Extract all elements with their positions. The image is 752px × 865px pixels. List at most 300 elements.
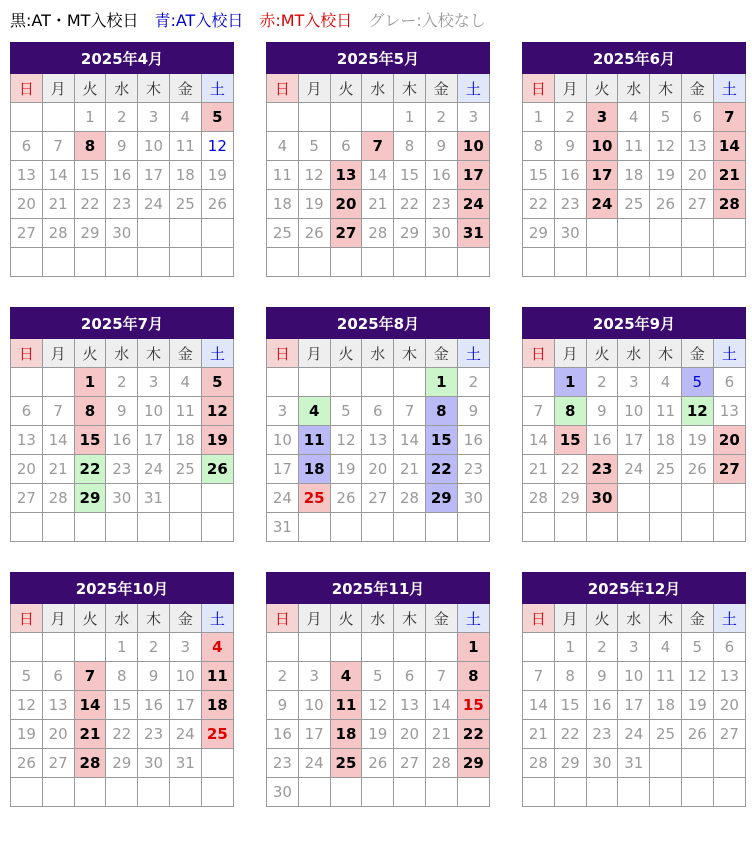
day-cell: 16 [425, 161, 457, 190]
day-cell: 4 [169, 103, 201, 132]
empty-cell [554, 248, 586, 277]
day-cell: 28 [523, 484, 555, 513]
empty-cell [169, 219, 201, 248]
day-cell: 3 [586, 103, 618, 132]
day-cell: 8 [523, 132, 555, 161]
empty-cell [298, 633, 330, 662]
empty-cell [681, 484, 713, 513]
empty-cell [330, 368, 362, 397]
weekday-header-fri: 金 [169, 604, 201, 633]
day-cell: 6 [11, 397, 43, 426]
empty-cell [330, 103, 362, 132]
weekday-header-sun: 日 [267, 339, 299, 368]
day-cell: 25 [298, 484, 330, 513]
day-cell: 1 [106, 633, 138, 662]
legend-black: 黒:AT・MT入校日 [10, 10, 139, 30]
weekday-header-tue: 火 [586, 604, 618, 633]
day-cell: 14 [523, 691, 555, 720]
weekday-header-tue: 火 [74, 604, 106, 633]
day-cell: 4 [618, 103, 650, 132]
empty-cell [425, 778, 457, 807]
day-cell: 16 [586, 691, 618, 720]
day-cell: 27 [11, 219, 43, 248]
day-cell: 14 [42, 426, 74, 455]
weekday-header-sat: 土 [201, 339, 233, 368]
day-cell: 15 [523, 161, 555, 190]
empty-cell [681, 778, 713, 807]
empty-cell [11, 103, 43, 132]
day-cell: 28 [394, 484, 426, 513]
month-calendar [266, 572, 490, 807]
day-cell: 19 [681, 691, 713, 720]
empty-cell [523, 778, 555, 807]
empty-cell [267, 633, 299, 662]
day-cell: 19 [362, 720, 394, 749]
day-cell: 21 [425, 720, 457, 749]
weekday-header-wed: 水 [618, 74, 650, 103]
weekday-header-sat: 土 [713, 604, 745, 633]
month-title: 2025年6月 [523, 43, 746, 74]
weekday-header-fri: 金 [681, 339, 713, 368]
day-cell: 23 [267, 749, 299, 778]
day-cell: 21 [74, 720, 106, 749]
empty-cell [650, 219, 682, 248]
empty-cell [394, 513, 426, 542]
empty-cell [267, 103, 299, 132]
day-cell: 3 [298, 662, 330, 691]
day-cell: 11 [169, 132, 201, 161]
weekday-header-sat: 土 [457, 339, 489, 368]
day-cell: 18 [267, 190, 299, 219]
empty-cell [713, 219, 745, 248]
weekday-header-thu: 木 [650, 604, 682, 633]
weekday-header-mon: 月 [554, 604, 586, 633]
day-cell: 12 [11, 691, 43, 720]
day-cell: 20 [394, 720, 426, 749]
day-cell: 11 [650, 662, 682, 691]
day-cell: 10 [138, 397, 170, 426]
day-cell: 20 [11, 455, 43, 484]
weekday-header-mon: 月 [298, 74, 330, 103]
empty-cell [298, 103, 330, 132]
day-cell: 17 [298, 720, 330, 749]
empty-cell [106, 778, 138, 807]
empty-cell [425, 248, 457, 277]
weekday-header-thu: 木 [650, 339, 682, 368]
day-cell: 23 [586, 720, 618, 749]
day-cell: 23 [554, 190, 586, 219]
empty-cell [554, 513, 586, 542]
month-title: 2025年9月 [523, 308, 746, 339]
day-cell: 20 [713, 691, 745, 720]
empty-cell [650, 248, 682, 277]
day-cell: 13 [394, 691, 426, 720]
empty-cell [42, 368, 74, 397]
day-cell: 30 [457, 484, 489, 513]
day-cell: 5 [681, 633, 713, 662]
day-cell: 13 [362, 426, 394, 455]
empty-cell [618, 248, 650, 277]
day-cell: 29 [74, 484, 106, 513]
day-cell: 10 [267, 426, 299, 455]
empty-cell [330, 633, 362, 662]
empty-cell [457, 248, 489, 277]
day-cell: 30 [138, 749, 170, 778]
empty-cell [618, 778, 650, 807]
day-cell: 9 [425, 132, 457, 161]
day-cell: 13 [330, 161, 362, 190]
empty-cell [586, 513, 618, 542]
day-cell: 31 [169, 749, 201, 778]
day-cell: 10 [298, 691, 330, 720]
day-cell: 25 [201, 720, 233, 749]
day-cell: 6 [681, 103, 713, 132]
weekday-header-wed: 水 [362, 604, 394, 633]
day-cell: 8 [394, 132, 426, 161]
day-cell: 3 [618, 368, 650, 397]
day-cell: 22 [554, 720, 586, 749]
day-cell: 1 [425, 368, 457, 397]
day-cell: 28 [42, 219, 74, 248]
month-title: 2025年11月 [267, 573, 490, 604]
day-cell: 13 [11, 161, 43, 190]
empty-cell [650, 749, 682, 778]
empty-cell [330, 513, 362, 542]
empty-cell [11, 633, 43, 662]
day-cell: 1 [74, 368, 106, 397]
empty-cell [330, 248, 362, 277]
day-cell: 30 [267, 778, 299, 807]
day-cell: 26 [650, 190, 682, 219]
empty-cell [713, 248, 745, 277]
day-cell: 25 [169, 190, 201, 219]
weekday-header-thu: 木 [650, 74, 682, 103]
day-cell: 4 [650, 633, 682, 662]
day-cell: 22 [74, 190, 106, 219]
day-cell: 14 [74, 691, 106, 720]
empty-cell [330, 778, 362, 807]
day-cell: 6 [330, 132, 362, 161]
weekday-header-fri: 金 [681, 74, 713, 103]
empty-cell [650, 778, 682, 807]
day-cell: 17 [457, 161, 489, 190]
weekday-header-thu: 木 [394, 339, 426, 368]
empty-cell [618, 219, 650, 248]
weekday-header-fri: 金 [681, 604, 713, 633]
day-cell: 5 [201, 368, 233, 397]
day-cell: 21 [523, 720, 555, 749]
weekday-header-wed: 水 [362, 74, 394, 103]
day-cell: 30 [554, 219, 586, 248]
weekday-header-tue: 火 [586, 339, 618, 368]
weekday-header-wed: 水 [106, 74, 138, 103]
day-cell: 9 [138, 662, 170, 691]
weekday-header-mon: 月 [554, 339, 586, 368]
day-cell: 5 [201, 103, 233, 132]
empty-cell [362, 103, 394, 132]
day-cell: 10 [138, 132, 170, 161]
weekday-header-sun: 日 [11, 339, 43, 368]
day-cell: 7 [362, 132, 394, 161]
legend-blue: 青:AT入校日 [154, 10, 244, 30]
day-cell: 21 [42, 190, 74, 219]
empty-cell [681, 248, 713, 277]
month-calendar [10, 307, 234, 542]
empty-cell [169, 778, 201, 807]
empty-cell [586, 248, 618, 277]
day-cell: 23 [138, 720, 170, 749]
weekday-header-sun: 日 [267, 604, 299, 633]
day-cell: 29 [523, 219, 555, 248]
day-cell: 12 [201, 132, 233, 161]
weekday-header-fri: 金 [425, 74, 457, 103]
weekday-header-mon: 月 [554, 74, 586, 103]
day-cell: 21 [42, 455, 74, 484]
day-cell: 18 [169, 426, 201, 455]
empty-cell [201, 749, 233, 778]
weekday-header-sat: 土 [457, 604, 489, 633]
day-cell: 2 [106, 103, 138, 132]
day-cell: 17 [618, 691, 650, 720]
day-cell: 27 [42, 749, 74, 778]
weekday-header-tue: 火 [74, 74, 106, 103]
day-cell: 26 [298, 219, 330, 248]
day-cell: 6 [42, 662, 74, 691]
day-cell: 12 [650, 132, 682, 161]
day-cell: 6 [11, 132, 43, 161]
weekday-header-sun: 日 [523, 339, 555, 368]
day-cell: 2 [554, 103, 586, 132]
weekday-header-thu: 木 [138, 339, 170, 368]
day-cell: 18 [201, 691, 233, 720]
day-cell: 14 [523, 426, 555, 455]
weekday-header-tue: 火 [330, 604, 362, 633]
day-cell: 19 [201, 426, 233, 455]
month-calendar [522, 307, 746, 542]
day-cell: 7 [523, 662, 555, 691]
day-cell: 11 [298, 426, 330, 455]
day-cell: 9 [457, 397, 489, 426]
day-cell: 25 [618, 190, 650, 219]
weekday-header-wed: 水 [106, 339, 138, 368]
day-cell: 5 [330, 397, 362, 426]
empty-cell [298, 248, 330, 277]
weekday-header-wed: 水 [618, 604, 650, 633]
day-cell: 10 [457, 132, 489, 161]
day-cell: 29 [106, 749, 138, 778]
empty-cell [425, 513, 457, 542]
empty-cell [394, 248, 426, 277]
day-cell: 1 [554, 368, 586, 397]
day-cell: 18 [330, 720, 362, 749]
day-cell: 17 [138, 161, 170, 190]
empty-cell [42, 778, 74, 807]
weekday-header-tue: 火 [330, 339, 362, 368]
empty-cell [138, 513, 170, 542]
day-cell: 26 [681, 455, 713, 484]
day-cell: 9 [267, 691, 299, 720]
day-cell: 15 [74, 426, 106, 455]
day-cell: 15 [74, 161, 106, 190]
day-cell: 5 [298, 132, 330, 161]
day-cell: 15 [554, 426, 586, 455]
empty-cell [138, 778, 170, 807]
weekday-header-fri: 金 [169, 339, 201, 368]
empty-cell [201, 778, 233, 807]
day-cell: 17 [169, 691, 201, 720]
day-cell: 30 [586, 749, 618, 778]
day-cell: 4 [650, 368, 682, 397]
empty-cell [298, 778, 330, 807]
day-cell: 25 [330, 749, 362, 778]
day-cell: 23 [457, 455, 489, 484]
day-cell: 7 [523, 397, 555, 426]
empty-cell [362, 633, 394, 662]
day-cell: 16 [106, 426, 138, 455]
weekday-header-sat: 土 [713, 339, 745, 368]
day-cell: 27 [713, 720, 745, 749]
day-cell: 20 [681, 161, 713, 190]
empty-cell [586, 778, 618, 807]
empty-cell [362, 248, 394, 277]
weekday-header-sun: 日 [523, 604, 555, 633]
day-cell: 5 [362, 662, 394, 691]
weekday-header-tue: 火 [330, 74, 362, 103]
weekday-header-sat: 土 [201, 604, 233, 633]
weekday-header-wed: 水 [362, 339, 394, 368]
day-cell: 17 [586, 161, 618, 190]
day-cell: 1 [457, 633, 489, 662]
day-cell: 9 [106, 397, 138, 426]
day-cell: 22 [554, 455, 586, 484]
day-cell: 7 [42, 132, 74, 161]
day-cell: 31 [138, 484, 170, 513]
legend-gray: グレー:入校なし [368, 10, 486, 30]
day-cell: 3 [457, 103, 489, 132]
day-cell: 11 [650, 397, 682, 426]
day-cell: 3 [138, 103, 170, 132]
empty-cell [394, 633, 426, 662]
day-cell: 6 [713, 633, 745, 662]
day-cell: 15 [394, 161, 426, 190]
weekday-header-fri: 金 [425, 604, 457, 633]
empty-cell [713, 778, 745, 807]
day-cell: 13 [681, 132, 713, 161]
day-cell: 16 [138, 691, 170, 720]
weekday-header-mon: 月 [42, 604, 74, 633]
day-cell: 17 [618, 426, 650, 455]
day-cell: 24 [618, 720, 650, 749]
weekday-header-sun: 日 [11, 604, 43, 633]
day-cell: 8 [457, 662, 489, 691]
day-cell: 26 [362, 749, 394, 778]
empty-cell [298, 368, 330, 397]
day-cell: 20 [362, 455, 394, 484]
day-cell: 29 [74, 219, 106, 248]
day-cell: 8 [74, 132, 106, 161]
day-cell: 27 [681, 190, 713, 219]
day-cell: 10 [618, 662, 650, 691]
day-cell: 30 [106, 484, 138, 513]
month-calendar [522, 42, 746, 277]
day-cell: 28 [523, 749, 555, 778]
day-cell: 9 [106, 132, 138, 161]
day-cell: 14 [394, 426, 426, 455]
day-cell: 29 [554, 749, 586, 778]
day-cell: 16 [586, 426, 618, 455]
day-cell: 18 [298, 455, 330, 484]
day-cell: 30 [425, 219, 457, 248]
day-cell: 9 [554, 132, 586, 161]
month-title: 2025年4月 [11, 43, 234, 74]
day-cell: 23 [586, 455, 618, 484]
empty-cell [298, 513, 330, 542]
day-cell: 10 [169, 662, 201, 691]
empty-cell [523, 248, 555, 277]
day-cell: 2 [267, 662, 299, 691]
day-cell: 16 [457, 426, 489, 455]
day-cell: 16 [554, 161, 586, 190]
day-cell: 12 [298, 161, 330, 190]
day-cell: 8 [554, 397, 586, 426]
day-cell: 18 [169, 161, 201, 190]
day-cell: 21 [362, 190, 394, 219]
day-cell: 24 [457, 190, 489, 219]
day-cell: 7 [394, 397, 426, 426]
day-cell: 11 [267, 161, 299, 190]
weekday-header-thu: 木 [394, 74, 426, 103]
month-calendar [266, 42, 490, 277]
weekday-header-mon: 月 [42, 74, 74, 103]
day-cell: 8 [106, 662, 138, 691]
day-cell: 21 [713, 161, 745, 190]
day-cell: 26 [330, 484, 362, 513]
month-calendar [10, 572, 234, 807]
month-title: 2025年8月 [267, 308, 490, 339]
empty-cell [42, 248, 74, 277]
day-cell: 22 [394, 190, 426, 219]
day-cell: 24 [267, 484, 299, 513]
empty-cell [169, 513, 201, 542]
weekday-header-wed: 水 [618, 339, 650, 368]
weekday-header-thu: 木 [394, 604, 426, 633]
day-cell: 22 [523, 190, 555, 219]
empty-cell [42, 103, 74, 132]
empty-cell [425, 633, 457, 662]
day-cell: 20 [11, 190, 43, 219]
day-cell: 19 [298, 190, 330, 219]
day-cell: 7 [713, 103, 745, 132]
empty-cell [618, 513, 650, 542]
empty-cell [201, 484, 233, 513]
day-cell: 12 [201, 397, 233, 426]
day-cell: 2 [586, 368, 618, 397]
weekday-header-fri: 金 [425, 339, 457, 368]
weekday-header-wed: 水 [106, 604, 138, 633]
day-cell: 1 [394, 103, 426, 132]
empty-cell [138, 219, 170, 248]
day-cell: 19 [201, 161, 233, 190]
empty-cell [11, 368, 43, 397]
day-cell: 1 [523, 103, 555, 132]
empty-cell [267, 368, 299, 397]
empty-cell [681, 219, 713, 248]
day-cell: 5 [681, 368, 713, 397]
empty-cell [618, 484, 650, 513]
day-cell: 28 [425, 749, 457, 778]
empty-cell [650, 484, 682, 513]
day-cell: 2 [457, 368, 489, 397]
